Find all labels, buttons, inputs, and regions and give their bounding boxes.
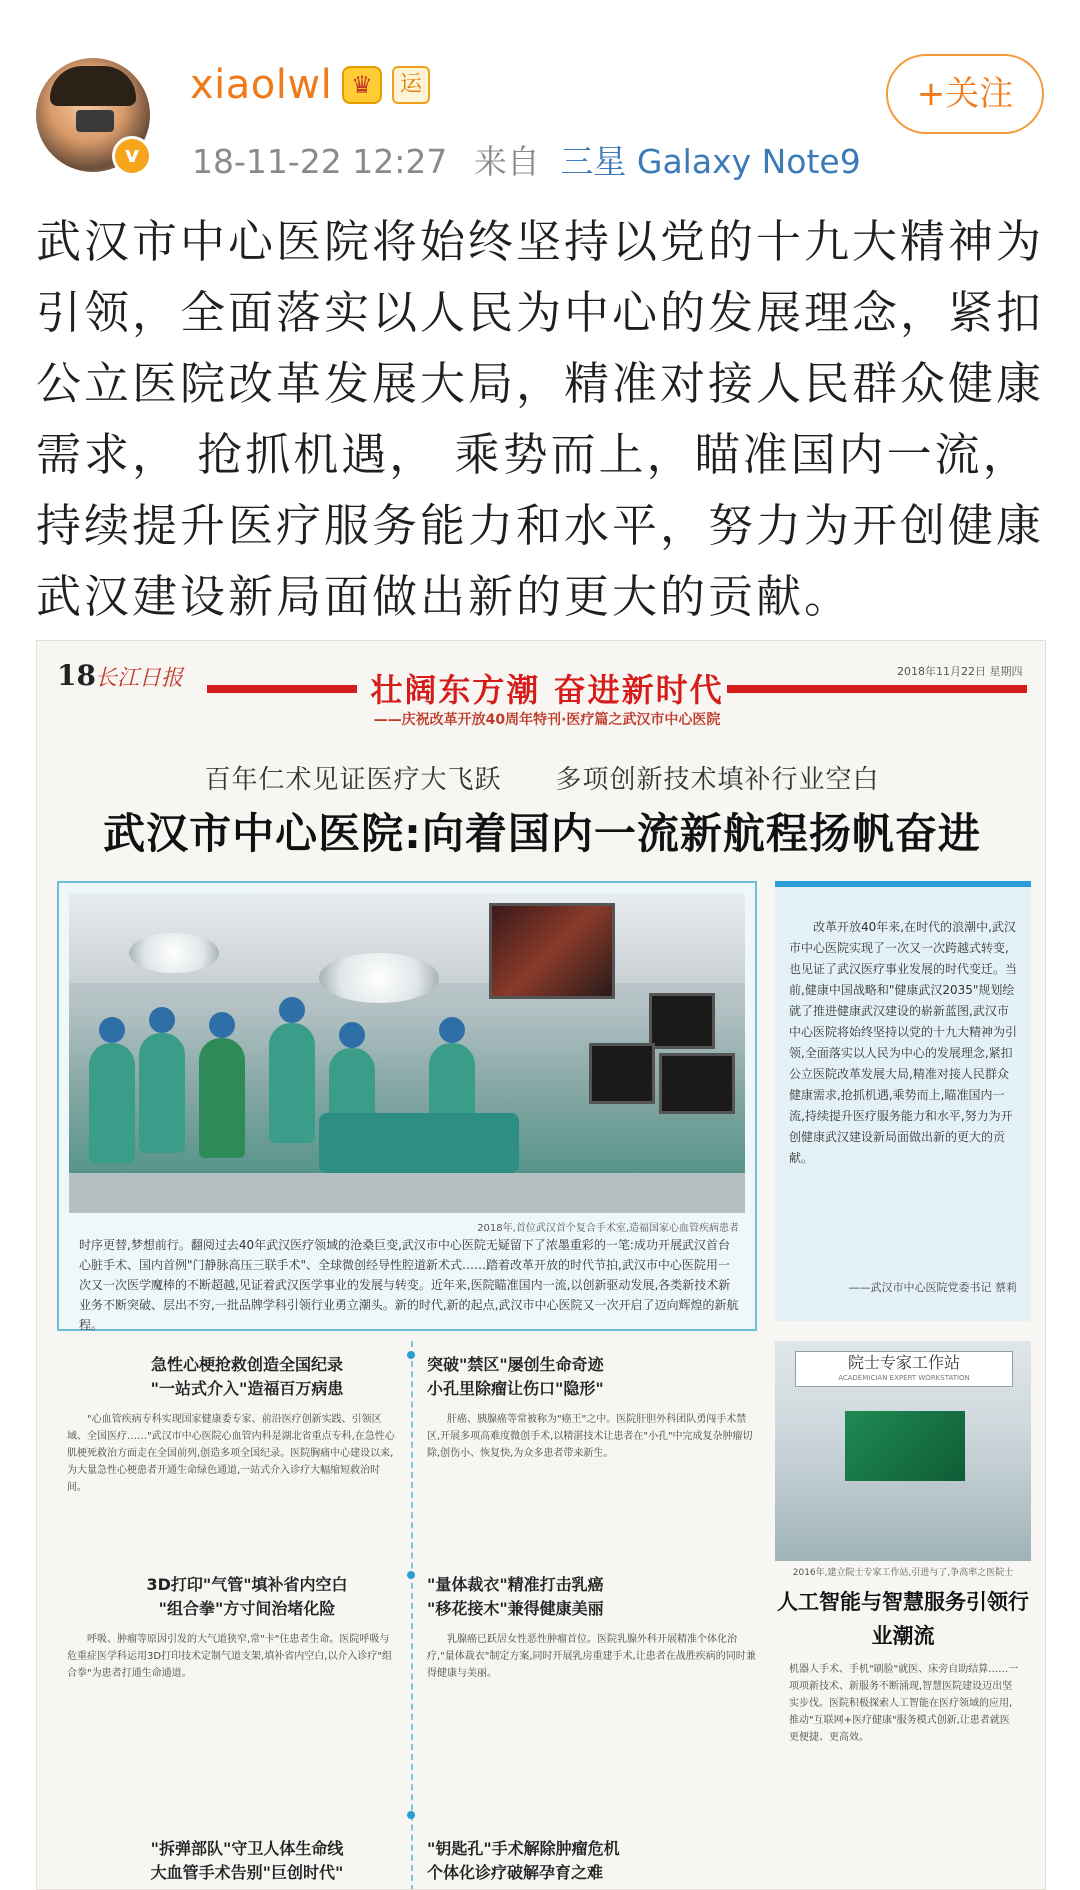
post-timestamp: 18-11-22 12:27 xyxy=(192,142,448,181)
monitor xyxy=(489,903,615,999)
section-text: 呼吸、肿瘤等原因引发的大气道狭窄,常"卡"住患者生命。医院呼吸与危重症医学科运用3D打印技术定制气道支架,填补省内空白,以介入诊疗"组合拳"为患者打通生命通道。 xyxy=(67,1634,393,1679)
surgeon-figure xyxy=(89,1043,135,1163)
avatar-hair xyxy=(50,66,136,106)
surgeon-figure xyxy=(139,1033,185,1153)
follow-button[interactable]: +关注 xyxy=(886,54,1044,134)
section-heading: "拆弹部队"守卫人体生命线 大血管手术告别"巨创时代" xyxy=(150,1839,344,1882)
workstation-sign xyxy=(795,1351,1013,1387)
newspaper-headline: 武汉市中心医院:向着国内一流新航程扬帆奋进 xyxy=(103,809,981,858)
surgeon-figure xyxy=(269,1023,315,1143)
banner-rule-right xyxy=(727,685,1027,693)
banner-rule-left xyxy=(207,685,357,693)
section-heading: 急性心梗抢救创造全国纪录 "一站式介入"造福百万病患 xyxy=(150,1355,344,1398)
workstation-sign-en: ACADEMICIAN EXPERT WORKSTATION xyxy=(838,1374,970,1382)
newspaper-page-number: 18 xyxy=(57,659,96,692)
section-text: 乳腺癌已跃居女性恶性肿瘤首位。医院乳腺外科开展精准个体化治疗,"量体裁衣"制定方案,同时开展乳房重建手术,让患者在战胜疾病的同时兼得健康与美丽。 xyxy=(427,1634,756,1679)
newspaper-logo: 长江日报 xyxy=(95,666,184,691)
ai-section-heading: 人工智能与智慧服务引领行业潮流 xyxy=(777,1590,1029,1648)
post-image-newspaper[interactable] xyxy=(36,640,1046,1890)
lead-paragraph: 时序更替,梦想前行。翻阅过去40年武汉医疗领域的沧桑巨变,武汉市中心医院无疑留下了浓墨重彩的一笔:成功开展武汉首台心脏手术、国内首例"门静脉高压三联手术"、全球微创经导性腔道新术式……踏着改革开放的时代节拍,武汉市中心医院用一次又一次医学魔棒的不断超越,见证着武汉医学事业的发展与转变。近年来,医院瞄准国内一流,以创新驱动发展,各类新技术新业务不断突破、层出不穷,一批品牌学科引领行业勇立潮头。新的时代,新的起点,武汉市中心医院又一次开启了迈向辉煌的新航程。 xyxy=(79,1238,739,1332)
surgical-lamp xyxy=(129,933,219,973)
post-body: 武汉市中心医院将始终坚持以党的十九大精神为引领，全面落实以人民为中心的发展理念，紧扣公立医院改革发展大局，精准对接人民群众健康需求， 抢抓机遇， 乘势而上，瞄准国内一流，持续提升医疗服务能力和水平，努力为开创健康武汉建设新局面做出新的更大的贡献。 xyxy=(36,215,1045,623)
editorial-signature: ——武汉市中心医院党委书记 蔡莉 xyxy=(848,1281,1017,1294)
post-meta xyxy=(192,136,861,183)
avatar-camera xyxy=(76,110,114,132)
newspaper-subbanner: ——庆祝改革开放40周年特刊·医疗篇之武汉市中心医院 xyxy=(373,712,721,728)
editorial-sidebar xyxy=(775,881,1031,1321)
divider-dot xyxy=(407,1351,415,1359)
post-device-link[interactable]: 三星 Galaxy Note9 xyxy=(560,142,861,181)
section-text: "心血管疾病专科实现国家健康委专家、前沿医疗创新实践、引领区域、全国医疗……"武汉市中心医院心血管内科是湖北省重点专科,在急性心肌梗死救治方面走在全国前列,创造多项全国纪录。医院胸痛中心建设以来,为大量急性心梗患者开通生命绿色通道,一站式介入诊疗大幅缩短救治时间。 xyxy=(67,1414,395,1493)
workstation-photo xyxy=(775,1341,1031,1561)
section-heading: 3D打印"气管"填补省内空白 "组合拳"方寸间治堵化险 xyxy=(146,1575,348,1618)
monitor xyxy=(659,1053,735,1114)
editorial-text: 改革开放40年来,在时代的浪潮中,武汉市中心医院实现了一次又一次跨越式转变,也见证了武汉医疗事业发展的时代变迁。当前,健康中国战略和"健康武汉2035"规划绘就了推进健康武汉建设的崭新蓝图,武汉市中心医院将始终坚持以党的十九大精神为引领,全面落实以人民为中心的发展理念,紧扣公立医院改革发展大局,精准对接人民群众健康需求,抢抓机遇,乘势而上,瞄准国内一流,持续提升医疗服务能力和水平,努力为开创健康武汉建设新局面做出新的更大的贡献。 xyxy=(789,920,1018,1165)
divider-dot xyxy=(407,1811,415,1819)
section-heading: 突破"禁区"屡创生命奇迹 小孔里除瘤让伤口"隐形" xyxy=(427,1355,604,1398)
newspaper-date: 2018年11月22日 星期四 xyxy=(897,665,1023,678)
workstation-sign-cn: 院士专家工作站 xyxy=(847,1353,960,1372)
surgeon-figure xyxy=(199,1038,245,1158)
crown-icon[interactable]: ♛ xyxy=(342,66,382,104)
lead-photo-box xyxy=(57,881,757,1331)
monitor xyxy=(649,993,715,1049)
from-label: 来自 xyxy=(473,142,540,181)
section-text: 肝癌、胰腺癌等常被称为"癌王"之中。医院肝胆外科团队勇闯手术禁区,开展多项高难度微创手术,以精湛技术让患者在"小孔"中完成复杂肿瘤切除,创伤小、恢复快,为众多患者带来新生。 xyxy=(427,1414,753,1459)
surgical-drape xyxy=(319,1113,519,1173)
workstation-caption: 2016年,建立院士专家工作站,引进与了,争高率之医院士 xyxy=(792,1568,1014,1578)
operating-room-photo xyxy=(69,893,745,1213)
divider-dot xyxy=(407,1571,415,1579)
surgical-lamp xyxy=(319,953,439,1003)
monitor xyxy=(589,1043,655,1104)
verified-badge-icon: v xyxy=(112,136,152,176)
workstation-screen xyxy=(845,1411,965,1481)
newspaper-kicker: 百年仁术见证医疗大飞跃 多项创新技术填补行业空白 xyxy=(204,765,880,795)
yun-badge-icon[interactable]: 运 xyxy=(392,66,430,104)
photo-floor xyxy=(69,1173,745,1213)
username[interactable]: xiaolwl xyxy=(190,62,333,108)
section-heading: "量体裁衣"精准打击乳癌 "移花接木"兼得健康美丽 xyxy=(427,1575,604,1618)
section-heading: "钥匙孔"手术解除肿瘤危机 个体化诊疗破解孕育之难 xyxy=(427,1839,620,1882)
column-divider xyxy=(411,1341,413,1890)
ai-section-text: 机器人手术、手机"刷脸"就医、床旁自助结算……一项项新技术、新服务不断涌现,智慧医院建设迈出坚实步伐。医院积极探索人工智能在医疗领域的应用,推动"互联网+医疗健康"服务模式创新,让患者就医更便捷、更高效。 xyxy=(789,1664,1019,1743)
photo-caption: 2018年,首位武汉首个复合手术室,造福国家心血管疾病患者 xyxy=(477,1223,739,1234)
post-header xyxy=(0,0,1080,190)
newspaper-banner: 壮阔东方潮 奋进新时代 xyxy=(370,671,724,709)
